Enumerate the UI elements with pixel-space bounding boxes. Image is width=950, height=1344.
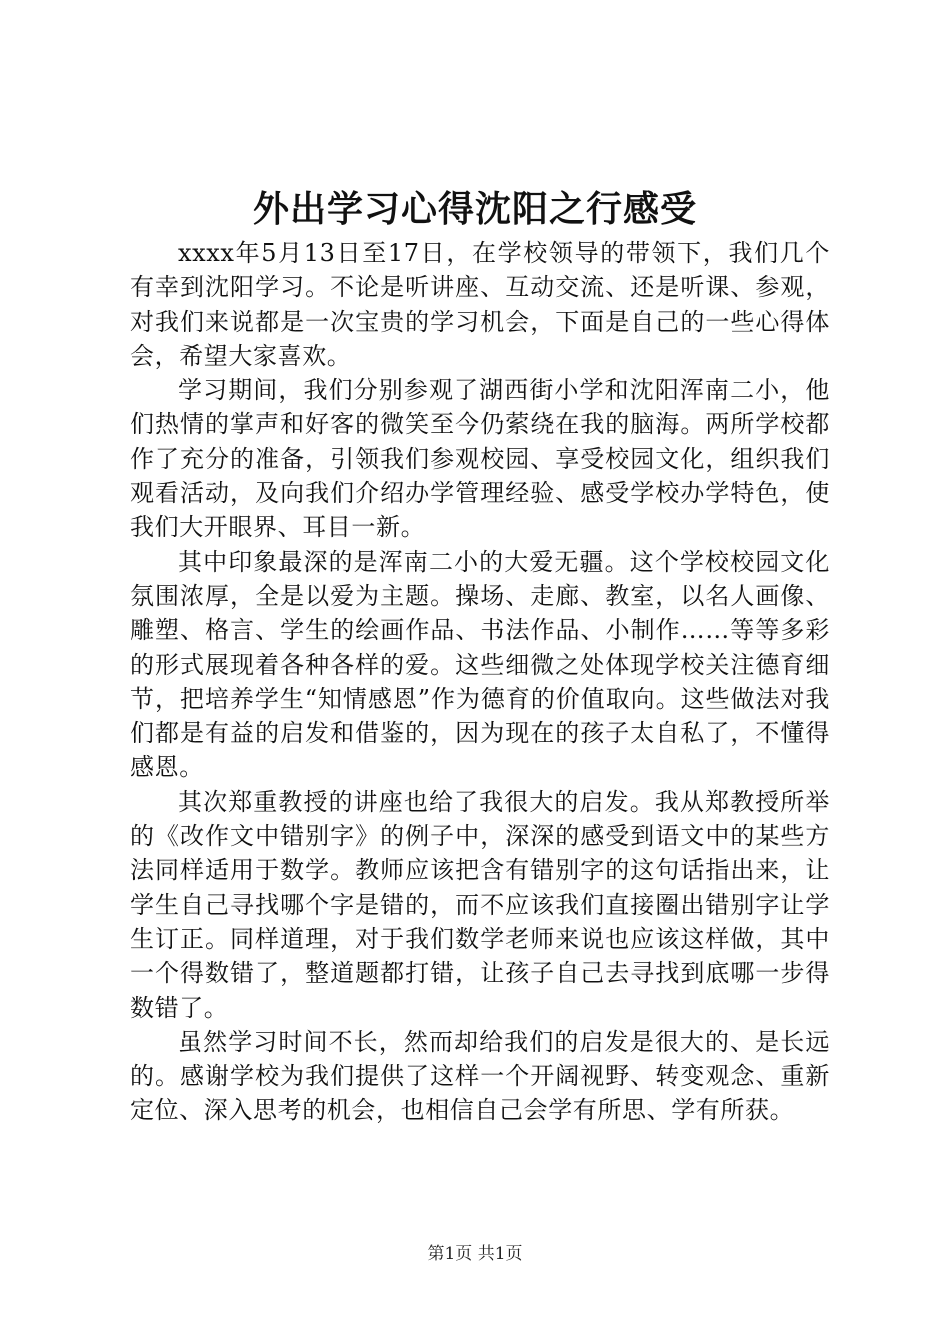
document-title: 外出学习心得沈阳之行感受 <box>252 188 697 230</box>
paragraph-4: 其次郑重教授的讲座也给了我很大的启发。我从郑教授所举的《改作文中错别字》的例子中，深深的感受到语文中的某些方法同样适用于数学。教师应该把含有错别字的这句话指出来，让学生自己寻找哪个字是错的，而不应该我们直接圈出错别字让学生订正。同样道理，对于我们数学老师来说也应该这样做，其中一个得数错了，整道题都打错，让孩子自己去寻找到底哪一步得数错了。 <box>130 787 830 1022</box>
paragraph-5: 虽然学习时间不长，然而却给我们的启发是很大的、是长远的。感谢学校为我们提供了这样一个开阔视野、转变观念、重新定位、深入思考的机会，也相信自己会学有所思、学有所获。 <box>130 1027 830 1125</box>
paragraph-3: 其中印象最深的是浑南二小的大爱无疆。这个学校校园文化氛围浓厚，全是以爱为主题。操场、走廊、教室，以名人画像、雕塑、格言、学生的绘画作品、书法作品、小制作……等等多彩的形式展现着各种各样的爱。这些细微之处体现学校关注德育细节，把培养学生“知情感恩”作为德育的价值取向。这些做法对我们都是有益的启发和借鉴的，因为现在的孩子太自私了，不懂得感恩。 <box>130 547 830 782</box>
document-body <box>130 236 830 1128</box>
paragraph-2: 学习期间，我们分别参观了湖西街小学和沈阳浑南二小，他们热情的掌声和好客的微笑至今仍萦绕在我的脑海。两所学校都作了充分的准备，引领我们参观校园、享受校园文化，组织我们观看活动，及向我们介绍办学管理经验、感受学校办学特色，使我们大开眼界、耳目一新。 <box>130 376 830 542</box>
paragraph-1: xxxx年5月13日至17日，在学校领导的带领下，我们几个有幸到沈阳学习。不论是听讲座、互动交流、还是听课、参观，对我们来说都是一次宝贵的学习机会，下面是自己的一些心得体会，希望大家喜欢。 <box>130 239 830 370</box>
page-number-footer: 第1页 共1页 <box>427 1244 523 1264</box>
